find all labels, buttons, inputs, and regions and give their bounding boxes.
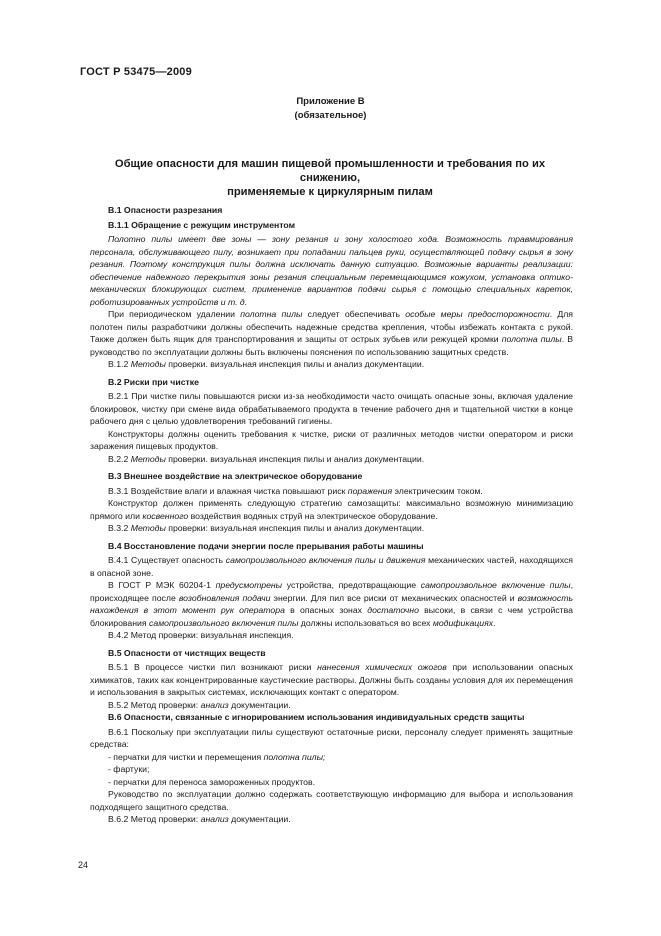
text-run: устройства, предотвращающие <box>282 580 421 590</box>
text-run: В.3.1 Воздействие влаги и влажная чистка повышают риск <box>108 485 348 496</box>
text-run: В.5.2 Метод проверки: <box>108 699 201 710</box>
text-run-italic: особые меры предосторожности <box>405 309 550 319</box>
text-run-italic: самопроизвольное включение пилы <box>420 580 571 590</box>
list-item: - фартуки; <box>108 764 150 774</box>
main-title-line-2: применяемые к циркулярным пилам <box>227 186 433 198</box>
text-run: энергии. Для пил все риски от механических опасностей и <box>270 592 518 603</box>
text-run: проверки: визуальная инспекция пилы и анализ документации. <box>165 523 425 533</box>
text-run: высоки, в связи с чем устройства блокирования <box>90 605 574 628</box>
text-run: В.3.2 <box>108 523 131 533</box>
text-run-italic: самопроизвольного включения пилы <box>149 617 299 628</box>
paragraph-b21: В.2.1 При чистке пилы повышаются риски из-за необходимости часто очищать опасные зоны, включая удаление блокировок, чистку при смене вида обрабатываемого продукта в течение рабочего дня и тщательной чистки в конце рабочего дня с целью удовлетворения требований гигиены. <box>90 391 573 426</box>
paragraph-b62 <box>90 813 573 826</box>
text-run: воздействия водяных струй на электрическое оборудование. <box>188 510 438 521</box>
document-id: ГОСТ Р 53475—2009 <box>80 66 192 78</box>
paragraph-b61: В.6.1 Поскольку при эксплуатации пилы существуют остаточные риски, персоналу следует применять защитные средства: <box>90 726 573 749</box>
paragraph-b11-2 <box>90 308 573 358</box>
text-run: При периодическом удалении <box>108 309 241 319</box>
text-run-italic: предусмотрены <box>215 580 283 590</box>
paragraph-b41-2 <box>90 579 573 629</box>
paragraph-b32 <box>90 522 573 535</box>
text-run-italic: возобновления подачи <box>178 592 271 603</box>
paragraph-b12 <box>90 358 573 371</box>
paragraph-b21-2: Конструкторы должны оценить требования к чистке, риски от различных методов чистки оператором и риски заражения пищевых продуктов. <box>90 428 573 451</box>
text-run-italic: модификациях <box>432 617 494 628</box>
text-run: В.4.1 Существует опасность <box>108 555 226 565</box>
text-run: В.6.2 Метод проверки: <box>108 814 201 824</box>
text-run-italic: поражения <box>347 485 393 496</box>
text-run: В.2.2 <box>108 453 131 464</box>
list-item: - перчатки для переноса замороженных продуктов. <box>108 776 316 787</box>
text-run-italic: полотна пилы <box>501 334 562 344</box>
text-run: следует обеспечивать <box>302 309 406 319</box>
text-run: В ГОСТ Р МЭК 60204-1 <box>108 580 216 590</box>
paragraph-b61-2: Руководство по эксплуатации должно содержать соответствующую информацию для выбора и использования подходящего защитного средства. <box>90 789 573 812</box>
text-run: - перчатки для чистки и перемещения <box>108 751 264 762</box>
text-run: проверки. визуальная инспекция пилы и анализ документации. <box>165 359 425 369</box>
text-run: . <box>493 617 496 628</box>
text-run-italic: Методы <box>130 453 166 464</box>
section-b4-heading: В.4 Восстановление подачи энергии после прерывания работы машины <box>108 540 424 551</box>
list-item <box>90 751 573 764</box>
paragraph-b41 <box>90 554 573 579</box>
text-run-italic: достаточно <box>367 605 419 615</box>
text-run: В.1.2 <box>108 359 131 369</box>
text-run-italic: полотна пилы <box>240 309 303 319</box>
annex-body <box>90 204 573 826</box>
text-run: проверки. визуальная инспекция пилы и анализ документации. <box>165 453 425 464</box>
paragraph-b51 <box>90 661 573 699</box>
annex-subtitle: (обязательное) <box>294 110 367 121</box>
paragraph-b52 <box>90 699 573 712</box>
subsection-b11-heading: В.1.1 Обращение с режущим инструментом <box>108 219 296 230</box>
text-run: документации. <box>228 699 291 710</box>
page-number: 24 <box>78 860 89 870</box>
section-b5-heading: В.5 Опасности от чистящих веществ <box>108 647 266 658</box>
section-b2-heading: В.2 Риски при чистке <box>108 376 199 387</box>
text-run: Конструктор должен применять следующую стратегию самозащиты: максимально возможную минимизацию прямого или <box>90 498 573 521</box>
text-run: , происходящее после <box>90 580 573 603</box>
main-title <box>90 157 570 199</box>
text-run-italic: полотна пилы; <box>263 751 326 762</box>
text-run-italic: возможность нахождения в этот момент рук оператора <box>90 592 574 615</box>
paragraph-b42: В.4.2 Метод проверки: визуальная инспекция. <box>108 630 294 640</box>
section-b1-heading: В.1 Опасности разрезания <box>108 205 223 215</box>
text-run-italic: анализ <box>200 814 229 824</box>
text-run: . Для полотен пилы разработчики должны обеспечить надежные средства крепления, чтобы избежать контакта с рукой. Также должен быть ящик для транспортирования и защиты от острых зубьев или режущей кромки <box>90 309 574 344</box>
text-run: документации. <box>228 814 291 824</box>
text-run: должны использоваться во всех <box>298 617 433 628</box>
paragraph-b31 <box>90 485 573 498</box>
text-run: в опасных зонах <box>284 605 368 615</box>
text-run-italic: нанесения химических ожогов <box>317 662 447 672</box>
paragraph-b31-2 <box>90 497 573 522</box>
paragraph-b11-1: Полотно пилы имеет две зоны — зону резания и зону холостого хода. Возможность травмирования персонала, обслуживающего пилу, возникает при попадании пальцев руки, осуществляющей подачу сырья в зону резания. Поэтому конструкция пилы должна исключать данную ситуацию. Возможные варианты реализации: обеспечение надежного перекрытия зоны резания специальным перемещающимся кожухом, установка оптико-механических блокирующих систем, применение вариантов подачи сырья с помощью специальных кареток, роботизированных устройств и т. д. <box>90 234 573 307</box>
text-run: механических частей, находящихся в опасной зоне. <box>90 555 573 578</box>
text-run: электрическим током. <box>392 485 483 496</box>
section-b3-heading: В.3 Внешнее воздействие на электрическое оборудование <box>108 471 363 481</box>
text-run-italic: косвенного <box>142 510 189 521</box>
main-title-line-1: Общие опасности для машин пищевой промышленности и требования по их снижению, <box>114 158 546 184</box>
text-run-italic: Методы <box>130 359 166 369</box>
text-run-italic: Методы <box>130 523 166 533</box>
text-run-italic: анализ <box>200 699 229 710</box>
annex-title: Приложение В <box>296 96 365 107</box>
paragraph-b22 <box>90 453 573 466</box>
text-run: В.5.1 В процессе чистки пил возникают риски <box>108 662 318 672</box>
text-run: . В руководство по эксплуатации должны быть включены пояснения по использованию защитных средств. <box>90 334 573 357</box>
section-b6-heading: В.6 Опасности, связанные с игнорированием использования индивидуальных средств защиты <box>108 712 525 722</box>
text-run: при использовании опасных химикатов, таких как концентрированные каустические растворы. Должны быть созданы условия для их перемещения и использования в закрытых системах, исключающих контакт с оператором. <box>90 662 573 697</box>
text-run-italic: самопроизвольного включения пилы и движения <box>225 555 426 565</box>
